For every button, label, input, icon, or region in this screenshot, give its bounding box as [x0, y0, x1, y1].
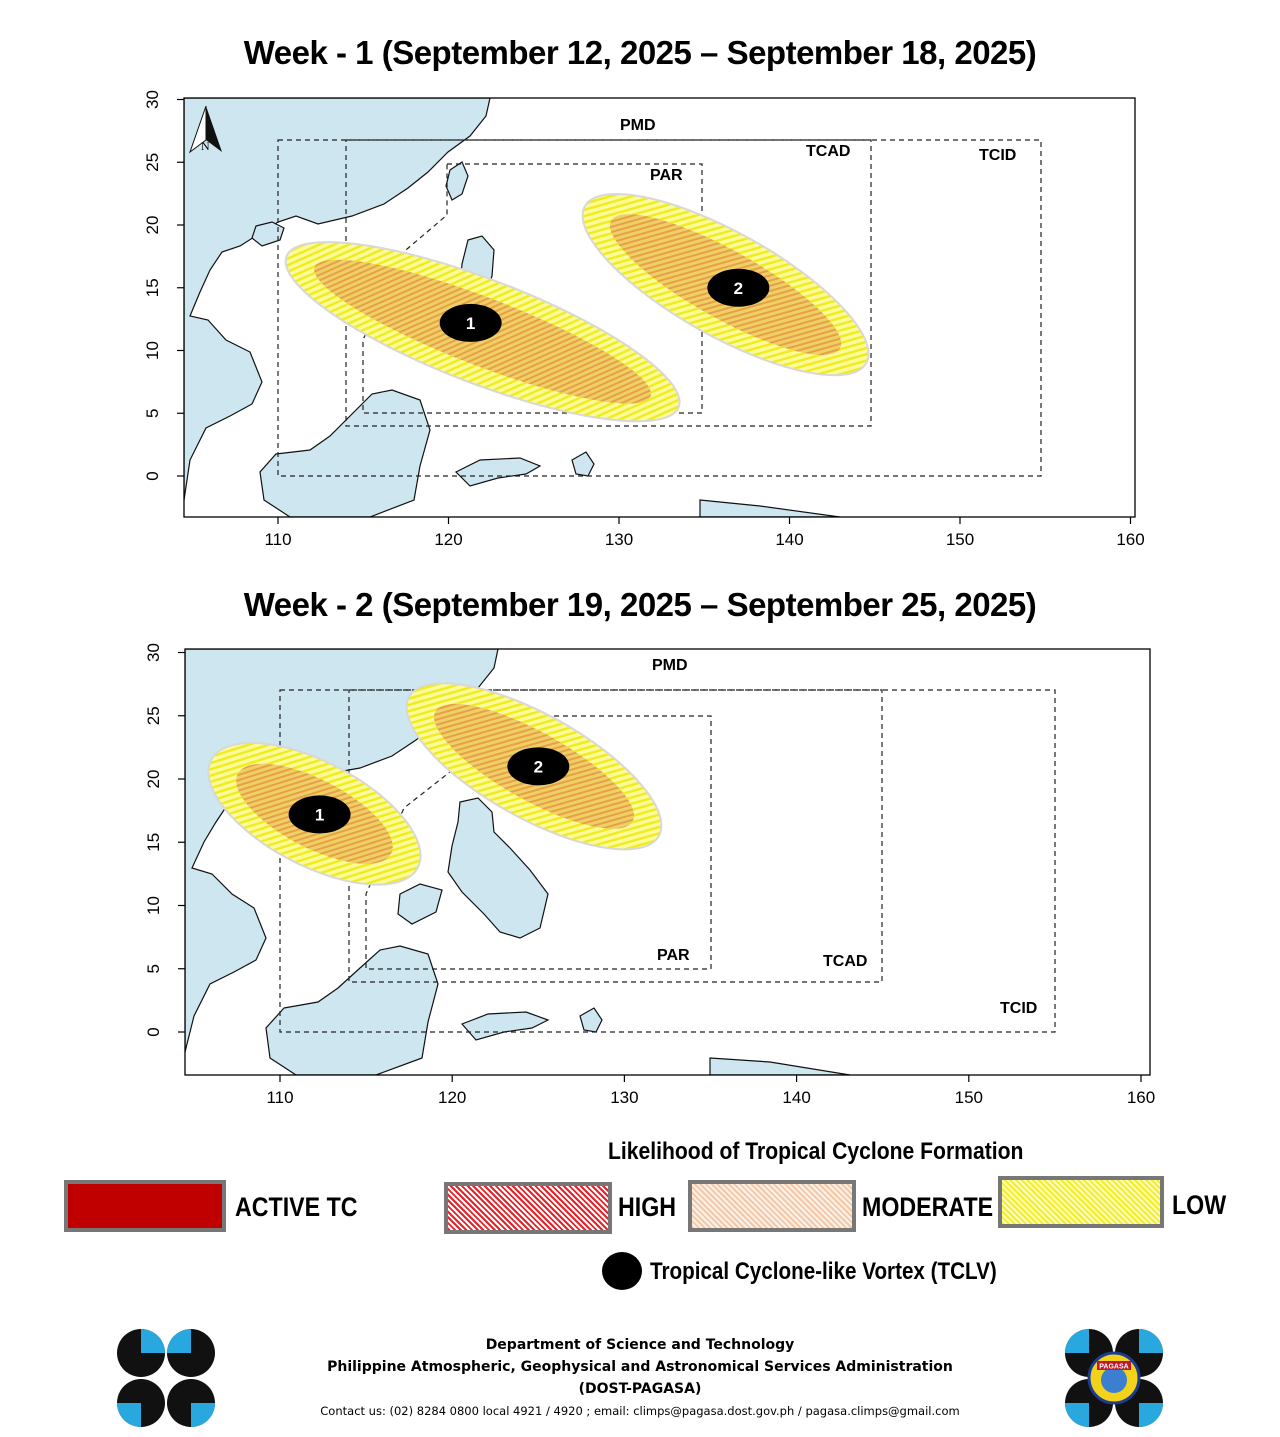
low-label: LOW [1172, 1190, 1227, 1220]
footer-dost: Department of Science and Technology [485, 1337, 795, 1353]
x-tick-label: 120 [438, 1088, 467, 1107]
week1-par-label: PAR [650, 167, 683, 184]
high-swatch [444, 1182, 612, 1234]
y-tick-label: 20 [143, 215, 162, 235]
week1-map [0, 80, 1280, 570]
week2-pmd-label: PMD [652, 657, 688, 674]
week2-tcid-label: TCID [1000, 1000, 1038, 1017]
y-tick-label: 15 [143, 278, 162, 298]
active-tc-label: ACTIVE TC [235, 1192, 358, 1222]
x-tick-label: 120 [434, 530, 463, 549]
x-tick-label: 150 [945, 530, 975, 549]
y-tick-label: 25 [143, 152, 162, 172]
x-tick-label: 110 [264, 530, 292, 549]
vortex-number: 1 [465, 313, 476, 333]
x-tick-label: 150 [954, 1088, 983, 1107]
vortex-number: 2 [533, 757, 544, 777]
y-tick-label: 0 [143, 471, 162, 481]
week2-tcad-label: TCAD [823, 953, 868, 970]
x-tick-label: 130 [604, 530, 634, 549]
y-tick-label: 10 [144, 896, 163, 915]
week2-par-label: PAR [657, 947, 690, 964]
pagasa-logo-text: PAGASA [1099, 1363, 1129, 1371]
moderate-swatch [688, 1180, 856, 1232]
y-tick-label: 15 [144, 832, 163, 852]
vortex-number: 1 [314, 805, 325, 825]
low-swatch [998, 1176, 1164, 1228]
active-tc-swatch [64, 1180, 226, 1232]
x-tick-label: 160 [1126, 1088, 1156, 1107]
footer-pagasa: Philippine Atmospheric, Geophysical and Astronomical Services Administration [327, 1359, 953, 1375]
north-label: N [201, 139, 210, 153]
week1-title: Week - 1 (September 12, 2025 – September 18, 2025) [243, 34, 1037, 71]
high-label: HIGH [618, 1192, 677, 1222]
y-tick-label: 30 [144, 643, 163, 662]
week1-tcad-label: TCAD [806, 143, 851, 160]
tclv-dot-icon [602, 1252, 642, 1290]
footer-contact: Contact us: (02) 8284 0800 local 4921 / 4920 ; email: climps@pagasa.dost.gov.ph / pagasa.climps@gmail.com [320, 1404, 960, 1418]
legend-title: Likelihood of Tropical Cyclone Formation [608, 1138, 1024, 1165]
y-tick-label: 20 [144, 769, 163, 789]
y-tick-label: 0 [144, 1027, 163, 1037]
x-tick-label: 140 [782, 1088, 811, 1107]
tclv-label: Tropical Cyclone-like Vortex (TCLV) [650, 1258, 997, 1285]
x-tick-label: 130 [610, 1088, 639, 1107]
y-tick-label: 5 [143, 408, 162, 418]
week2-title: Week - 2 (September 19, 2025 – September 25, 2025) [243, 586, 1037, 623]
week2-map [0, 632, 1280, 1122]
x-tick-label: 140 [775, 530, 804, 549]
y-tick-label: 30 [143, 90, 162, 109]
footer-acronym: (DOST-PAGASA) [578, 1381, 702, 1397]
y-tick-label: 25 [144, 706, 163, 726]
moderate-label: MODERATE [862, 1192, 994, 1222]
x-tick-label: 110 [266, 1088, 294, 1107]
week1-tcid-label: TCID [979, 147, 1017, 164]
vortex-number: 2 [733, 278, 744, 298]
x-tick-label: 160 [1116, 530, 1145, 549]
y-tick-label: 10 [143, 341, 162, 360]
y-tick-label: 5 [144, 964, 163, 974]
week1-pmd-label: PMD [620, 117, 656, 134]
